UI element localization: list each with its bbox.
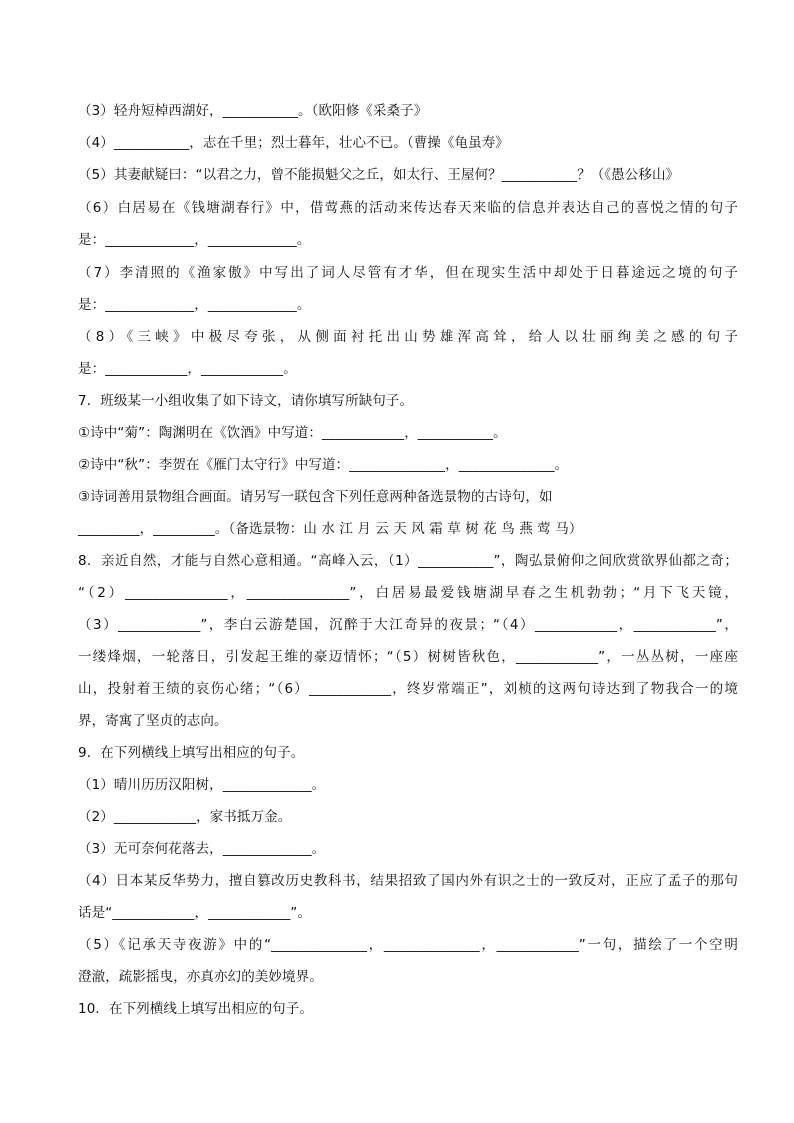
question-6-item-4: （4）___________，志在千里；烈士暮年，壮心不已。（曹操《龟虽寿》 — [78, 135, 509, 151]
question-8-line-3: （3）____________”，李白云游楚国，沉醉于大江奇异的夜景；“（4）____________，____________”， — [78, 617, 738, 633]
question-9-item-3: （3）无可奈何花落去，_____________。 — [78, 841, 326, 857]
question-9-item-1: （1）晴川历历汉阳树，_____________。 — [78, 777, 326, 793]
question-8-line-6: 界，寄寓了坚贞的志向。 — [78, 713, 228, 729]
question-9-item-2: （2）____________，家书抵万金。 — [78, 809, 292, 825]
question-6-item-6: （6）白居易在《钱塘湖春行》中，借莺燕的活动来传达春天来临的信息并表达自己的喜悦之情的句子 — [78, 200, 738, 216]
question-9-item-5-cont: 澄澈，疏影摇曳，亦真亦幻的美妙境界。 — [78, 969, 323, 985]
question-6-item-6-answer: 是：_____________，_____________。 — [78, 232, 311, 248]
question-6-item-5: （5）其妻献疑曰：“以君之力，曾不能损魁父之丘，如太行、王屋何？___________？（《愚公移山》 — [78, 167, 680, 183]
question-9-item-5: （5）《记承天寺夜游》中的“______________，______________，____________”一句，描绘了一个空明 — [78, 937, 738, 953]
question-7-stem: 7．班级某一小组收集了如下诗文，请你填写所缺句子。 — [78, 393, 414, 409]
question-7-item-1: ①诗中“菊”：陶渊明在《饮酒》中写道：____________，___________。 — [78, 425, 507, 441]
question-10-stem: 10．在下列横线上填写出相应的句子。 — [78, 1001, 313, 1017]
question-6-item-7: （7）李清照的《渔家傲》中写出了词人尽管有才华，但在现实生活中却处于日暮途远之境的句子 — [78, 265, 738, 281]
question-7-item-3-answer: _________，_________。（备选景物：山 水 江 月 云 天 风 霜 草 树 花 鸟 燕 莺 马） — [78, 521, 583, 537]
question-8-line-2: “（2）_______________，_______________”，白居易最爱钱塘湖早春之生机勃勃；“月下飞天镜， — [78, 585, 738, 601]
question-9-stem: 9．在下列横线上填写出相应的句子。 — [78, 745, 305, 761]
question-6-item-8: （8）《三峡》中极尽夸张，从侧面衬托出山势雄浑高耸，给人以壮丽绚美之感的句子 — [78, 329, 738, 345]
question-9-item-4: （4）日本某反华势力，擅自篡改历史教科书，结果招致了国内外有识之士的一致反对，正应了孟子的那句 — [78, 873, 738, 889]
question-8-line-5: 山，投射着王绩的哀伤心绪；“（6）____________，终岁常端正”，刘桢的这两句诗达到了物我合一的境 — [78, 681, 738, 697]
question-6-item-3: （3）轻舟短棹西湖好，___________。（欧阳修《采桑子》 — [78, 103, 428, 119]
question-8-line-4: 一缕烽烟，一轮落日，引发起王维的豪迈情怀；“（5）树树皆秋色，____________”，一丛丛树，一座座 — [78, 649, 738, 665]
question-6-item-7-answer: 是：_____________，_____________。 — [78, 297, 311, 313]
question-7-item-2: ②诗中“秋”：李贺在《雁门太守行》中写道：______________，______________。 — [78, 457, 569, 473]
question-8-line-1: 8．亲近自然，才能与自然心意相通。“高峰入云，（1）___________”，陶弘景俯仰之间欣赏欲界仙都之奇； — [78, 553, 738, 569]
question-6-item-8-answer: 是：____________，____________。 — [78, 361, 297, 377]
question-9-item-4-answer: 话是“____________，____________”。 — [78, 905, 311, 921]
question-7-item-3: ③诗词善用景物组合画面。请另写一联包含下列任意两种备选景物的古诗句，如 — [78, 489, 553, 505]
